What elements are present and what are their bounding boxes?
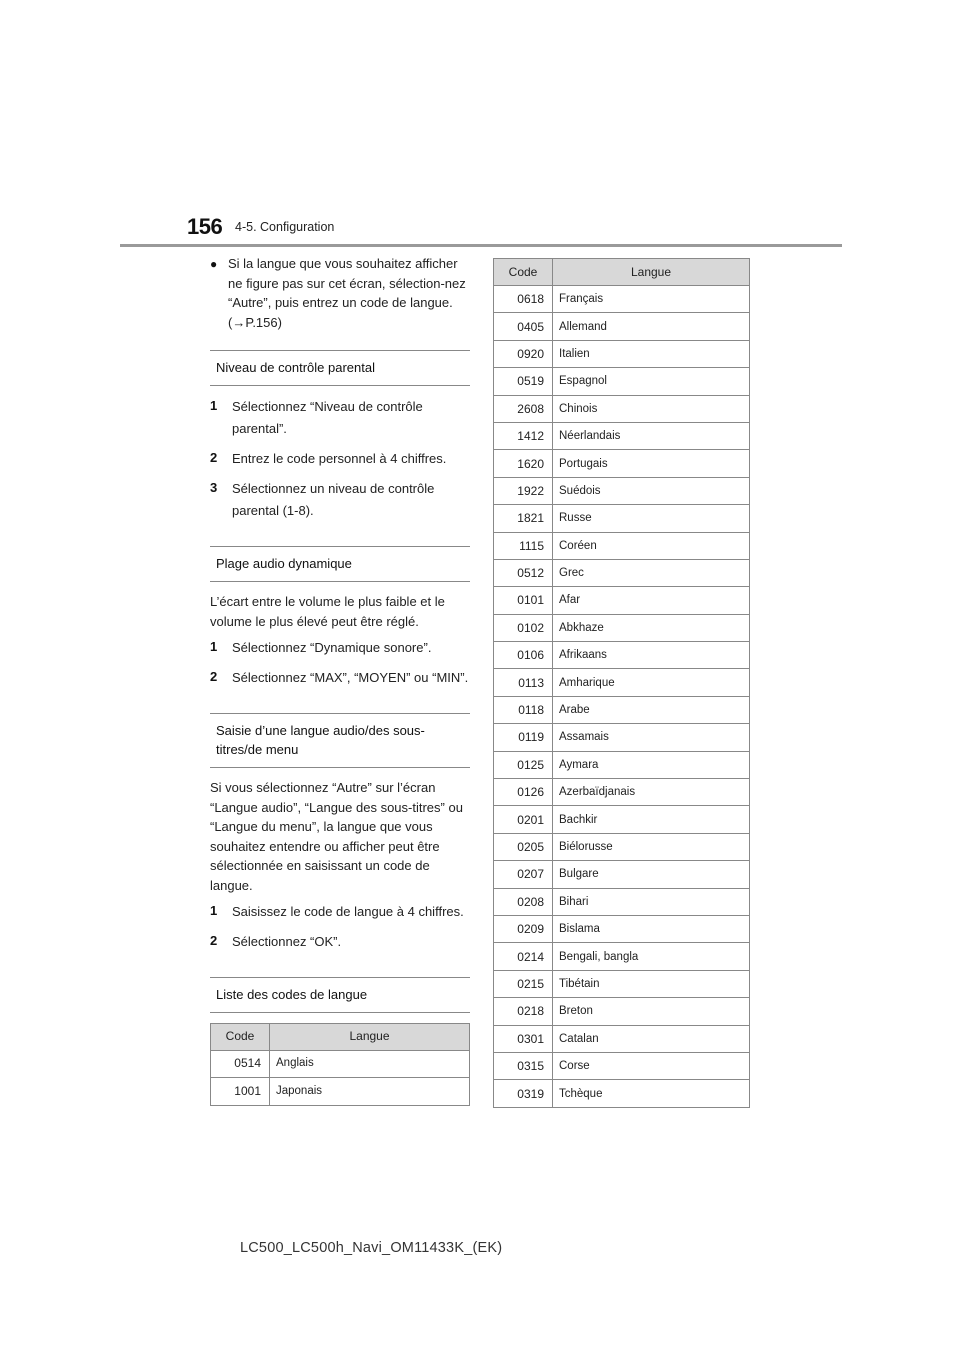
table-row (494, 806, 750, 833)
language-code-cell: 0519 (494, 368, 553, 395)
language-input-intro: Si vous sélectionnez “Autre” sur l’écran “Langue audio”, “Langue des sous-titres” ou “Langue du menu”, la langue que vous souhaitez entendre ou afficher peut être sélectionnée en saisissant un code de langue. (210, 780, 463, 893)
table-row (494, 751, 750, 778)
language-code-cell: 0618 (494, 286, 553, 313)
language-input-step (210, 901, 470, 923)
table-row (211, 1078, 470, 1105)
language-code-cell: 0209 (494, 915, 553, 942)
bullet-dot-icon: ● (210, 257, 218, 271)
table-row (494, 505, 750, 532)
table-header-row (494, 259, 750, 286)
table-row (211, 1051, 470, 1078)
step-number: 1 (210, 903, 218, 918)
parental-step (210, 478, 470, 522)
table-row (494, 477, 750, 504)
language-code-cell: 1115 (494, 532, 553, 559)
dynamic-heading: Plage audio dynamique (210, 546, 470, 582)
language-code-cell: 0119 (494, 724, 553, 751)
language-code-cell: 1001 (211, 1078, 270, 1105)
language-name-cell: Assamais (553, 724, 750, 751)
language-input-heading: Saisie d’une langue audio/des sous-titres/de menu (210, 713, 470, 768)
header-rule (120, 244, 842, 247)
table-row (494, 696, 750, 723)
dynamic-intro: L’écart entre le volume le plus faible et le volume le plus élevé peut être réglé. (210, 594, 445, 629)
table-row (494, 587, 750, 614)
language-name-cell: Aymara (553, 751, 750, 778)
language-name-cell: Néerlandais (553, 422, 750, 449)
language-code-cell: 0201 (494, 806, 553, 833)
right-column (493, 258, 750, 1108)
table-row (494, 340, 750, 367)
language-name-cell: Japonais (270, 1078, 470, 1105)
language-name-cell: Russe (553, 505, 750, 532)
language-name-cell: Espagnol (553, 368, 750, 395)
table-row (494, 1052, 750, 1079)
step-number: 3 (210, 480, 218, 495)
language-name-cell: Coréen (553, 532, 750, 559)
table-row (494, 313, 750, 340)
table-row (494, 833, 750, 860)
table-row (494, 1080, 750, 1107)
step-number: 2 (210, 669, 218, 684)
language-name-cell: Français (553, 286, 750, 313)
language-code-cell: 0215 (494, 970, 553, 997)
intro-bullet-text: Si la langue que vous souhaitez afficher ne figure pas sur cet écran, sélection-nez “Autre”, puis entrez un code de langue. (→P.156) (228, 256, 466, 330)
table-row (494, 532, 750, 559)
language-name-cell: Bislama (553, 915, 750, 942)
step-number: 2 (210, 933, 218, 948)
table-row (494, 422, 750, 449)
table-row (494, 614, 750, 641)
table-row (494, 368, 750, 395)
language-name-cell: Bulgare (553, 861, 750, 888)
language-code-cell: 0514 (211, 1051, 270, 1078)
document-id-footer: LC500_LC500h_Navi_OM11433K_(EK) (240, 1240, 503, 1256)
language-code-cell: 0106 (494, 642, 553, 669)
language-name-cell: Amharique (553, 669, 750, 696)
language-code-cell: 1922 (494, 477, 553, 504)
step-text: Sélectionnez “Niveau de contrôle parental”. (232, 399, 423, 436)
table-row (494, 861, 750, 888)
language-code-cell: 0101 (494, 587, 553, 614)
language-code-cell: 0205 (494, 833, 553, 860)
language-code-cell: 0218 (494, 998, 553, 1025)
language-name-cell: Catalan (553, 1025, 750, 1052)
language-name-cell: Tchèque (553, 1080, 750, 1107)
language-code-cell: 0102 (494, 614, 553, 641)
language-name-cell: Arabe (553, 696, 750, 723)
language-name-cell: Anglais (270, 1051, 470, 1078)
dynamic-step (210, 637, 470, 659)
language-code-cell: 0125 (494, 751, 553, 778)
language-name-cell: Bachkir (553, 806, 750, 833)
language-code-cell: 2608 (494, 395, 553, 422)
language-name-cell: Biélorusse (553, 833, 750, 860)
language-code-table-left (210, 1023, 470, 1106)
table-row (494, 998, 750, 1025)
language-name-cell: Grec (553, 559, 750, 586)
language-code-cell: 0315 (494, 1052, 553, 1079)
code-list-heading: Liste des codes de langue (210, 977, 470, 1013)
language-input-step (210, 931, 470, 953)
language-code-cell: 0126 (494, 779, 553, 806)
language-name-cell: Corse (553, 1052, 750, 1079)
parental-step (210, 448, 470, 470)
table-row (494, 724, 750, 751)
table-row (494, 669, 750, 696)
left-column (210, 254, 470, 1106)
column-header-code: Code (211, 1024, 270, 1051)
column-header-language: Langue (270, 1024, 470, 1051)
step-number: 1 (210, 639, 218, 654)
language-code-cell: 0405 (494, 313, 553, 340)
language-name-cell: Suédois (553, 477, 750, 504)
language-name-cell: Afar (553, 587, 750, 614)
language-code-cell: 0208 (494, 888, 553, 915)
language-code-cell: 0512 (494, 559, 553, 586)
table-row (494, 559, 750, 586)
section-title: 4-5. Configuration (235, 220, 335, 234)
language-name-cell: Afrikaans (553, 642, 750, 669)
language-code-cell: 0319 (494, 1080, 553, 1107)
dynamic-step (210, 667, 470, 689)
language-code-cell: 0301 (494, 1025, 553, 1052)
table-row (494, 943, 750, 970)
language-code-cell: 1620 (494, 450, 553, 477)
language-name-cell: Allemand (553, 313, 750, 340)
language-name-cell: Bihari (553, 888, 750, 915)
language-code-table-right (493, 258, 750, 1108)
step-text: Sélectionnez “Dynamique sonore”. (232, 640, 432, 655)
language-code-cell: 0207 (494, 861, 553, 888)
language-name-cell: Italien (553, 340, 750, 367)
language-code-cell: 0214 (494, 943, 553, 970)
language-name-cell: Tibétain (553, 970, 750, 997)
page-number: 156 (187, 214, 223, 239)
table-row (494, 395, 750, 422)
language-code-cell: 0118 (494, 696, 553, 723)
language-code-cell: 1412 (494, 422, 553, 449)
language-name-cell: Bengali, bangla (553, 943, 750, 970)
column-header-code: Code (494, 259, 553, 286)
language-name-cell: Breton (553, 998, 750, 1025)
language-name-cell: Chinois (553, 395, 750, 422)
language-name-cell: Azerbaïdjanais (553, 779, 750, 806)
table-row (494, 1025, 750, 1052)
language-code-cell: 0920 (494, 340, 553, 367)
step-number: 1 (210, 398, 218, 413)
table-row (494, 915, 750, 942)
step-number: 2 (210, 450, 218, 465)
language-name-cell: Abkhaze (553, 614, 750, 641)
table-row (494, 450, 750, 477)
intro-bullet (210, 254, 470, 332)
table-row (494, 642, 750, 669)
language-code-cell: 1821 (494, 505, 553, 532)
step-text: Sélectionnez un niveau de contrôle parental (1-8). (232, 481, 435, 518)
parental-heading: Niveau de contrôle parental (210, 350, 470, 386)
step-text: Saisissez le code de langue à 4 chiffres. (232, 904, 464, 919)
table-header-row (211, 1024, 470, 1051)
step-text: Sélectionnez “MAX”, “MOYEN” ou “MIN”. (232, 670, 469, 685)
step-text: Sélectionnez “OK”. (232, 934, 342, 949)
step-text: Entrez le code personnel à 4 chiffres. (232, 451, 447, 466)
table-row (494, 888, 750, 915)
table-row (494, 779, 750, 806)
table-row (494, 970, 750, 997)
language-name-cell: Portugais (553, 450, 750, 477)
table-row (494, 286, 750, 313)
column-header-language: Langue (553, 259, 750, 286)
language-code-cell: 0113 (494, 669, 553, 696)
parental-step (210, 396, 470, 440)
